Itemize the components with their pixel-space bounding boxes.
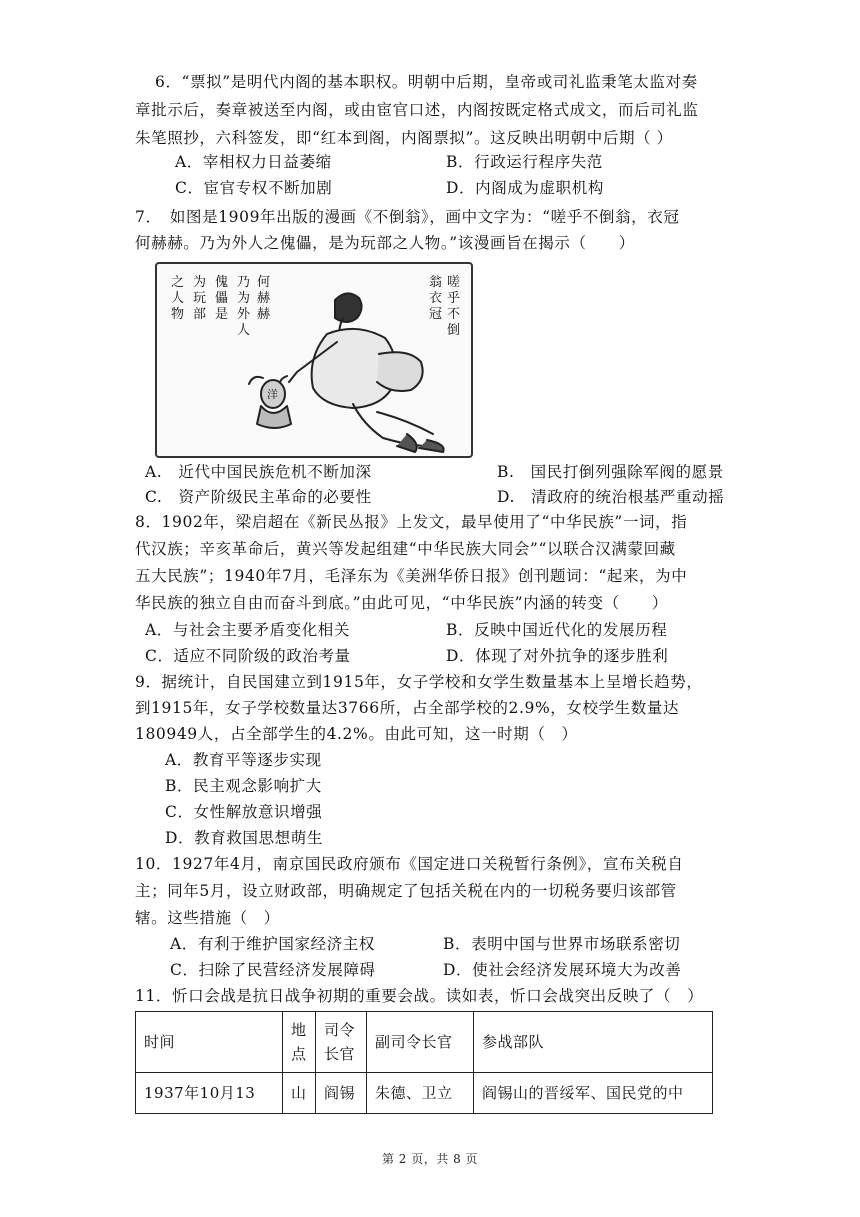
cartoon-caption-7c: 物 bbox=[171, 307, 185, 322]
cartoon-caption-4c: 外 bbox=[237, 307, 251, 322]
table-cell: 阎锡山的晋绥军、国民党的中 bbox=[474, 1073, 713, 1114]
q8-stem-line4: 华民族的独立自由而奋斗到底。”由此可见，“中华民族”内涵的转变（ ） bbox=[135, 594, 669, 612]
cartoon-caption-2c: 冠 bbox=[429, 307, 443, 322]
q8-stem-line1: 8．1902年，梁启超在《新民丛报》上发文，最早使用了“中华民族”一词，指 bbox=[135, 513, 688, 531]
q8-option-d: D．体现了对外抗争的逐步胜利 bbox=[446, 647, 669, 665]
table-header-cell: 时间 bbox=[136, 1012, 283, 1073]
q7-option-b: B. 国民打倒列强除军阀的愿景 bbox=[497, 463, 724, 481]
cartoon-caption-3a: 何 bbox=[257, 275, 271, 290]
table-row bbox=[136, 1073, 713, 1114]
q10-stem-line2: 主；同年5月，设立财政部，明确规定了包括关税在内的一切税务要归该部管 bbox=[135, 882, 677, 900]
q6-stem-line1: 6．“票拟”是明代内阁的基本职权。明朝中后期，皇帝或司礼监秉笔太监对奏 bbox=[155, 73, 698, 91]
cartoon-caption-3c: 赫 bbox=[257, 307, 271, 322]
q7-stem-line1: 7． 如图是1909年出版的漫画《不倒翁》，画中文字为：“嗟乎不倒翁，衣冠 bbox=[135, 208, 680, 226]
cartoon-caption-1d: 倒 bbox=[447, 323, 461, 338]
q9-stem-line2: 到1915年，女子学校数量达3766所，占全部学校的2.9%，女校学生数量达 bbox=[135, 699, 680, 717]
cartoon-caption-6c: 部 bbox=[193, 307, 207, 322]
table-header-row bbox=[136, 1012, 713, 1073]
q10-option-b: B．表明中国与世界市场联系密切 bbox=[443, 935, 681, 953]
cartoon-caption-5a: 傀 bbox=[215, 275, 229, 290]
table-header-cell: 地点 bbox=[283, 1012, 316, 1073]
q11-stem-line1: 11．忻口会战是抗日战争初期的重要会战。读如表，忻口会战突出反映了（ ） bbox=[135, 987, 704, 1005]
cartoon-caption-7b: 人 bbox=[171, 291, 185, 306]
cartoon-image bbox=[155, 262, 473, 458]
q8-stem-line3: 五大民族”；1940年7月，毛泽东为《美洲华侨日报》创刊题词：“起来，为中 bbox=[135, 567, 688, 585]
cartoon-caption-5c: 是 bbox=[215, 307, 229, 322]
q10-option-d: D．使社会经济发展环境大为改善 bbox=[443, 961, 682, 979]
q9-option-a: A．教育平等逐步实现 bbox=[165, 751, 322, 769]
q10-option-a: A．有利于维护国家经济主权 bbox=[170, 935, 375, 953]
cartoon-caption-2a: 翁 bbox=[429, 275, 443, 290]
q10-stem-line3: 辖。这些措施（ ） bbox=[135, 909, 280, 927]
cartoon-caption-5b: 儡 bbox=[215, 291, 229, 306]
q10-option-c: C．扫除了民营经济发展障碍 bbox=[170, 961, 376, 979]
cartoon-caption-1c: 不 bbox=[447, 307, 461, 322]
cartoon-caption-7a: 之 bbox=[171, 275, 185, 290]
table-cell: 山 bbox=[283, 1073, 316, 1114]
table-header-cell: 副司令长官 bbox=[367, 1012, 474, 1073]
q7-option-d: D. 清政府的统治根基严重动摇 bbox=[497, 488, 725, 506]
page-footer: 第 2 页，共 8 页 bbox=[381, 1152, 479, 1166]
cartoon-caption-6a: 为 bbox=[193, 275, 207, 290]
q9-stem-line3: 180949人，占全部学生的4.2%。由此可知，这一时期（ ） bbox=[135, 725, 578, 743]
q8-option-c: C．适应不同阶级的政治考量 bbox=[145, 647, 351, 665]
xinkou-battle-table bbox=[135, 1011, 713, 1114]
q7-option-c: C. 资产阶级民主革命的必要性 bbox=[145, 488, 372, 506]
table-header-cell: 司令长官 bbox=[316, 1012, 367, 1073]
table-cell: 1937年10月13 bbox=[136, 1073, 283, 1114]
q6-option-c: C．宦官专权不断加剧 bbox=[175, 179, 333, 197]
q6-stem-line3: 朱笔照抄，六科签发，即“红本到阁，内阁票拟”。这反映出明朝中后期（ ） bbox=[135, 129, 673, 147]
q9-option-d: D．教育救国思想萌生 bbox=[165, 829, 323, 847]
cartoon-caption-2b: 衣 bbox=[429, 291, 443, 306]
cartoon-caption-4b: 为 bbox=[237, 291, 251, 306]
cartoon-caption-4a: 乃 bbox=[237, 275, 251, 290]
cartoon-caption-1b: 乎 bbox=[447, 291, 461, 306]
cartoon-caption-4d: 人 bbox=[237, 323, 251, 338]
q7-option-a: A. 近代中国民族危机不断加深 bbox=[145, 463, 372, 481]
q8-stem-line2: 代汉族；辛亥革命后，黄兴等发起组建“中华民族大同会”“以联合汉满蒙回藏 bbox=[135, 540, 676, 558]
q8-option-a: A．与社会主要矛盾变化相关 bbox=[145, 621, 350, 639]
cartoon-caption-3b: 赫 bbox=[257, 291, 271, 306]
cartoon-doll-label: 洋 bbox=[267, 388, 278, 401]
table-cell: 朱德、卫立 bbox=[367, 1073, 474, 1114]
q6-option-b: B．行政运行程序失范 bbox=[446, 153, 603, 171]
q8-option-b: B．反映中国近代化的发展历程 bbox=[446, 621, 668, 639]
q9-stem-line1: 9．据统计，自民国建立到1915年，女子学校和女学生数量基本上呈增长趋势， bbox=[135, 673, 703, 691]
table-header-cell: 参战部队 bbox=[474, 1012, 713, 1073]
q6-option-d: D．内阁成为虚职机构 bbox=[446, 179, 604, 197]
cartoon-caption-6b: 玩 bbox=[193, 291, 207, 306]
q9-option-c: C．女性解放意识增强 bbox=[165, 803, 323, 821]
q9-option-b: B．民主观念影响扩大 bbox=[165, 777, 322, 795]
cartoon-caption-1: 嗟 bbox=[447, 275, 461, 290]
table-cell: 阎锡 bbox=[316, 1073, 367, 1114]
q10-stem-line1: 10．1927年4月，南京国民政府颁布《国定进口关税暂行条例》，宣布关税自 bbox=[135, 855, 684, 873]
q7-stem-line2: 何赫赫。乃为外人之傀儡，是为玩部之人物。”该漫画旨在揭示（ ） bbox=[135, 234, 635, 252]
q6-stem-line2: 章批示后，奏章被送至内阁，或由宦官口述，内阁按既定格式成文，而后司礼监 bbox=[135, 101, 699, 119]
q6-option-a: A．宰相权力日益萎缩 bbox=[175, 153, 332, 171]
cartoon-drawing bbox=[157, 264, 471, 456]
